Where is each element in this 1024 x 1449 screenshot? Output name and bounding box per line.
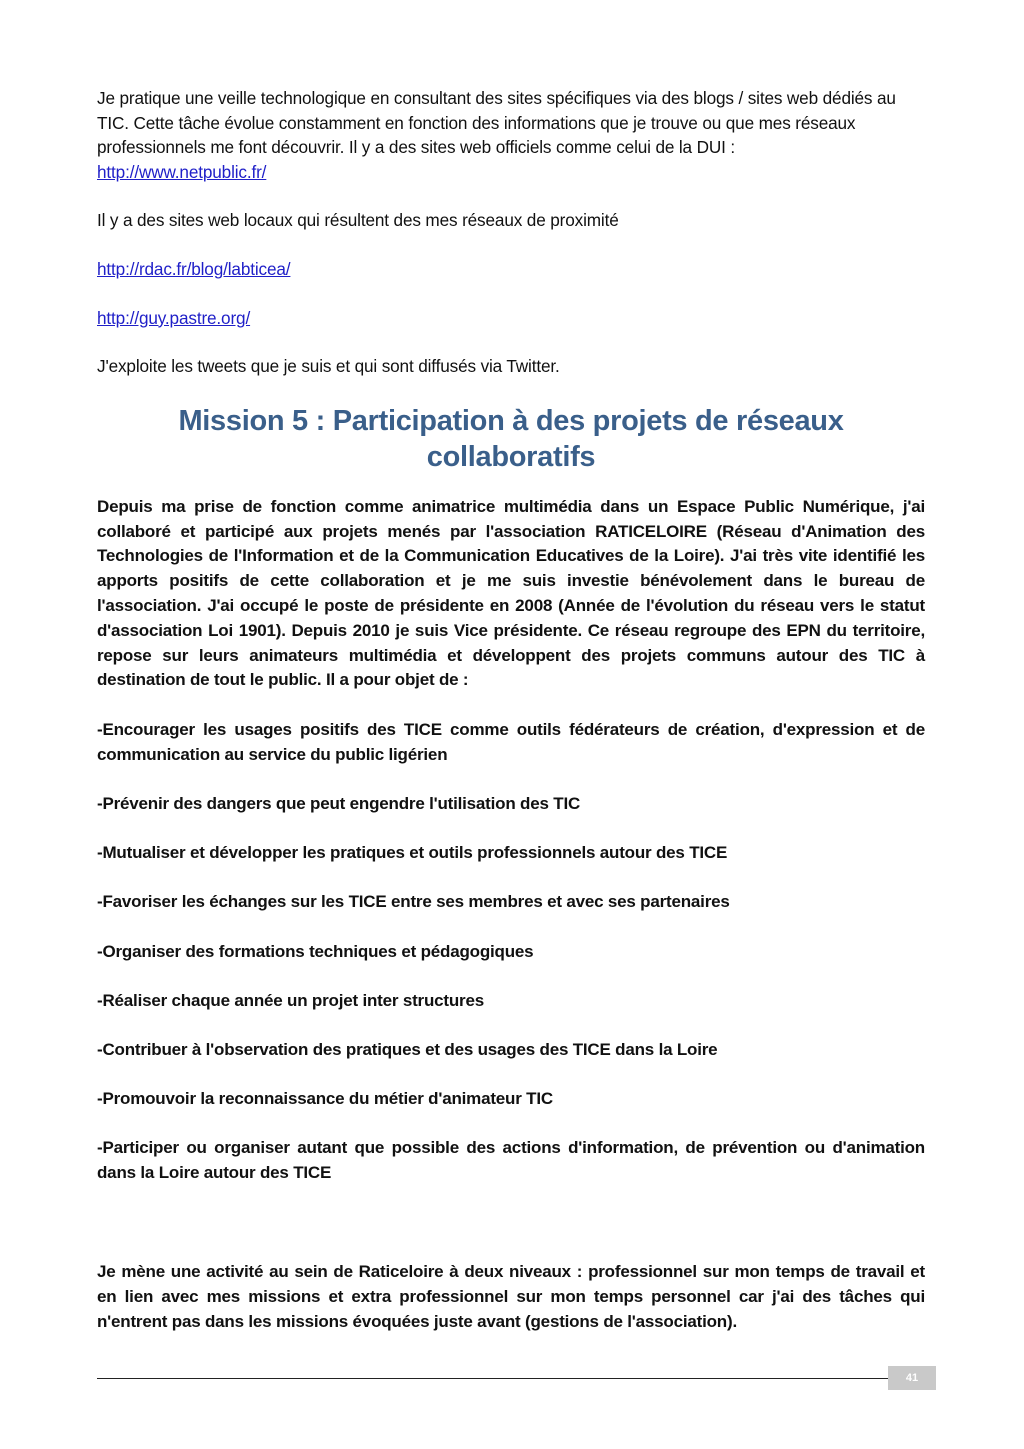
locaux-paragraph: Il y a des sites web locaux qui résultent des mes réseaux de proximité	[97, 210, 619, 231]
rdac-link-paragraph	[97, 257, 925, 282]
document-page	[97, 86, 925, 1359]
veille-text: Je pratique une veille technologique en consultant des sites spécifiques via des blogs / sites web dédiés au TIC. Cette tâche évolue constamment en fonction des informations que je trouve ou que mes réseaux professionnels me font découvrir. Il y a des sites web officiels comme celui de la DUI :	[97, 88, 896, 158]
closing-paragraph: Je mène une activité au sein de Raticeloire à deux niveaux : professionnel sur mon temps de travail et en lien avec mes missions et extra professionnel sur mon temps personnel car j'ai des tâches qui n'entrent pas dans les missions évoquées juste avant (gestions de l'association).	[97, 1262, 925, 1331]
blank-space	[97, 1210, 925, 1260]
tweets-paragraph: J'exploite les tweets que je suis et qui sont diffusés via Twitter.	[97, 356, 560, 377]
objective-item: -Encourager les usages positifs des TICE comme outils fédérateurs de création, d'expression et de communication au service du public ligérien	[97, 720, 925, 764]
objective-item: -Réaliser chaque année un projet inter structures	[97, 990, 484, 1010]
guy-pastre-link[interactable]: http://guy.pastre.org/	[97, 307, 251, 328]
objective-item: -Participer ou organiser autant que possible des actions d'information, de prévention ou d'animation dans la Loire autour des TICE	[97, 1138, 925, 1183]
mission-intro: Depuis ma prise de fonction comme animatrice multimédia dans un Espace Public Numérique, j'ai collaboré et participé aux projets menés par l'association RATICELOIRE (Réseau d'Animation des Technologies de l'Information et de la Communication Educatives de la Loire). J'ai très vite identifié les apports positifs de cette collaboration et je me suis investie bénévolement dans le bureau de l'association. J'ai occupé le poste de présidente en 2008 (Année de l'évolution du réseau vers le statut d'association Loi 1901). Depuis 2010 je suis Vice présidente. Ce réseau regroupe des EPN du territoire, repose sur leurs animateurs multimédia et développent des projets communs autour des TIC à destination de tout le public. Il a pour objet de :	[97, 496, 925, 690]
objective-item: -Prévenir des dangers que peut engendre l'utilisation des TIC	[97, 794, 581, 814]
objective-item: -Contribuer à l'observation des pratiques et des usages des TICE dans la Loire	[97, 1040, 718, 1060]
objective-item: -Promouvoir la reconnaissance du métier d'animateur TIC	[97, 1089, 553, 1109]
guy-link-paragraph	[97, 306, 925, 331]
rdac-link[interactable]: http://rdac.fr/blog/labticea/	[97, 258, 291, 279]
page-number-badge: 41	[888, 1366, 936, 1390]
veille-paragraph	[97, 86, 925, 184]
footer-divider	[97, 1378, 888, 1379]
mission-heading: Mission 5 : Participation à des projets de réseaux collaboratifs	[178, 404, 844, 473]
netpublic-link[interactable]: http://www.netpublic.fr/	[97, 161, 267, 182]
objective-item: -Organiser des formations techniques et pédagogiques	[97, 941, 534, 961]
objective-item: -Mutualiser et développer les pratiques et outils professionnels autour des TICE	[97, 843, 728, 863]
objective-item: -Favoriser les échanges sur les TICE entre ses membres et avec ses partenaires	[97, 892, 730, 912]
